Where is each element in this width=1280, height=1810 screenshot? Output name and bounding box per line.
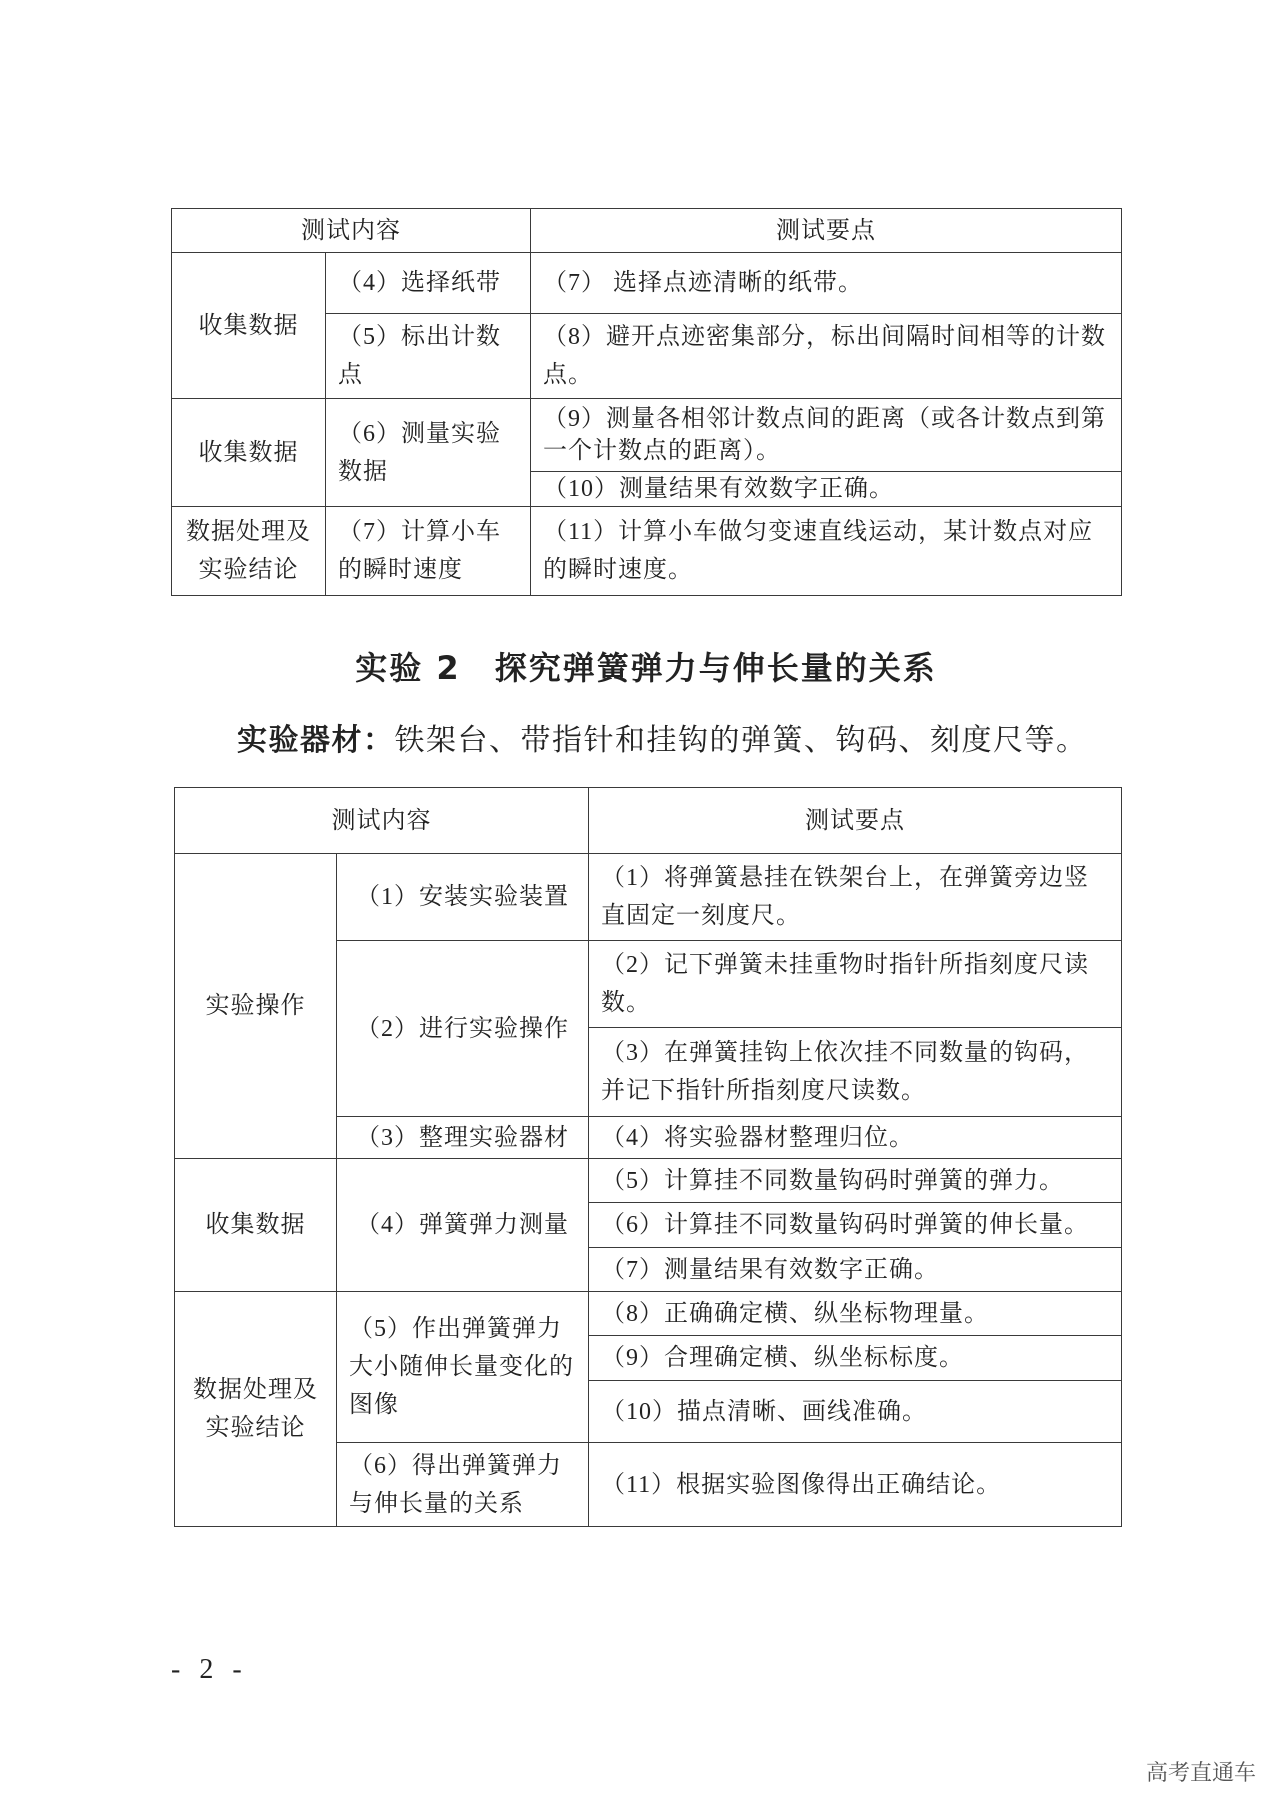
point-cell: （1）将弹簧悬挂在铁架台上，在弹簧旁边竖直固定一刻度尺。 [589, 854, 1122, 941]
point-cell: （3）在弹簧挂钩上依次挂不同数量的钩码，并记下指针所指刻度尺读数。 [589, 1028, 1122, 1117]
page-number: - 2 - [171, 1654, 248, 1685]
point-cell: （11）计算小车做匀变速直线运动，某计数点对应的瞬时速度。 [531, 507, 1122, 596]
point-cell: （10）描点清晰、画线准确。 [589, 1381, 1122, 1443]
item-cell: （7）计算小车的瞬时速度 [326, 507, 531, 596]
point-cell: （11）根据实验图像得出正确结论。 [589, 1443, 1122, 1527]
watermark: 高考直通车 [1146, 1761, 1257, 1786]
category-cell: 收集数据 [172, 399, 326, 507]
item-cell: （4）选择纸带 [326, 253, 531, 314]
header-test-content: 测试内容 [172, 209, 531, 253]
header-test-points: 测试要点 [589, 788, 1122, 854]
equipment-label: 实验器材： [237, 723, 395, 758]
category-cell: 实验操作 [175, 854, 337, 1159]
item-cell: （3）整理实验器材 [337, 1117, 589, 1159]
item-cell: （6）得出弹簧弹力与伸长量的关系 [337, 1443, 589, 1527]
point-cell: （9）合理确定横、纵坐标标度。 [589, 1336, 1122, 1381]
item-cell: （6）测量实验数据 [326, 399, 531, 507]
point-cell: （10）测量结果有效数字正确。 [531, 472, 1122, 507]
point-cell: （9）测量各相邻计数点间的距离（或各计数点到第一个计数点的距离）。 [531, 399, 1122, 472]
item-cell: （2）进行实验操作 [337, 941, 589, 1117]
category-cell: 收集数据 [172, 253, 326, 399]
item-cell: （5）作出弹簧弹力大小随伸长量变化的图像 [337, 1292, 589, 1443]
point-cell: （2）记下弹簧未挂重物时指针所指刻度尺读数。 [589, 941, 1122, 1028]
experiment-title: 实验 2 探究弹簧弹力与伸长量的关系 [355, 649, 937, 687]
item-cell: （5）标出计数点 [326, 314, 531, 399]
equipment-value: 铁架台、带指针和挂钩的弹簧、钩码、刻度尺等。 [394, 724, 1088, 757]
point-cell: （7）测量结果有效数字正确。 [589, 1248, 1122, 1292]
point-cell: （6）计算挂不同数量钩码时弹簧的伸长量。 [589, 1203, 1122, 1248]
item-cell: （4）弹簧弹力测量 [337, 1159, 589, 1292]
point-cell: （8）避开点迹密集部分，标出间隔时间相等的计数点。 [531, 314, 1122, 399]
category-cell: 数据处理及实验结论 [172, 507, 326, 596]
test-table-2 [174, 787, 1122, 1527]
item-cell: （1）安装实验装置 [337, 854, 589, 941]
point-cell: （4）将实验器材整理归位。 [589, 1117, 1122, 1159]
header-test-content: 测试内容 [175, 788, 589, 854]
header-test-points: 测试要点 [531, 209, 1122, 253]
point-cell: （8）正确确定横、纵坐标物理量。 [589, 1292, 1122, 1336]
equipment-line [237, 720, 1137, 762]
point-cell: （5）计算挂不同数量钩码时弹簧的弹力。 [589, 1159, 1122, 1203]
test-table-1 [171, 208, 1122, 596]
point-cell: （7） 选择点迹清晰的纸带。 [531, 253, 1122, 314]
category-cell: 数据处理及实验结论 [175, 1292, 337, 1527]
category-cell: 收集数据 [175, 1159, 337, 1292]
